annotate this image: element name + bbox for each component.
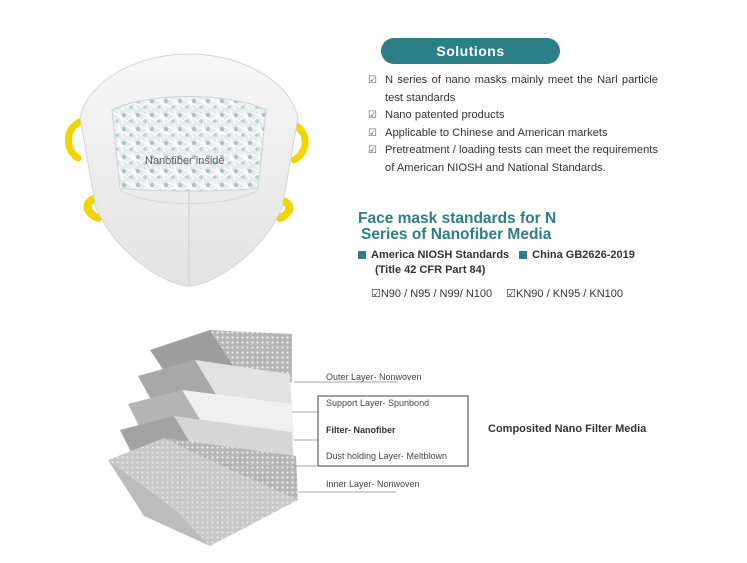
check-icon: ☑ — [368, 75, 377, 86]
standards-title — [358, 211, 618, 243]
check-icon: ☑ — [368, 145, 377, 156]
solution-text: N series of nano masks mainly meet the Narl particle test standards — [385, 74, 658, 104]
solutions-list — [368, 72, 658, 177]
filter-layer-label: Filter- Nanofiber — [326, 425, 396, 435]
square-bullet-icon — [358, 251, 366, 259]
layers-illustration — [100, 320, 500, 552]
composited-media-label: Composited Nano Filter Media — [488, 423, 647, 435]
cn-standard-values: ☑KN90 / KN95 / KN100 — [506, 288, 624, 300]
standards-headers — [358, 249, 635, 276]
mask-print-text: Nanofiber inside — [145, 155, 225, 167]
inner-layer-label: Inner Layer- Nonwoven — [326, 479, 420, 489]
cn-standard-label: China GB2626-2019 — [532, 249, 635, 261]
mask-illustration — [58, 40, 320, 302]
solution-item — [368, 142, 658, 177]
solutions-title: Solutions — [436, 43, 505, 59]
inner-layer-sheet — [108, 438, 298, 546]
solutions-heading — [381, 38, 560, 64]
solution-text: Applicable to Chinese and American markets — [385, 126, 608, 139]
nanofiber-window — [112, 97, 266, 192]
square-bullet-icon — [519, 251, 527, 259]
us-standard-label: America NIOSH Standards — [371, 249, 510, 261]
us-standard-values: ☑N90 / N95 / N99/ N100 — [371, 288, 493, 300]
check-icon: ☑ — [368, 127, 377, 139]
solution-item — [368, 125, 658, 143]
solution-text: Nano patented products — [385, 109, 505, 121]
us-standard-sub: (Title 42 CFR Part 84) — [375, 264, 486, 276]
standards-title-line1: Face mask standards for N — [358, 210, 557, 227]
support-layer-label: Support Layer- Spunbond — [326, 398, 430, 408]
dust-layer-label: Dust holding Layer- Meltblown — [326, 451, 448, 461]
standards-title-line2: Series of Nanofiber Media — [361, 226, 552, 243]
solution-text: Pretreatment / loading tests can meet the requirements of American NIOSH and National Standards. — [385, 144, 658, 174]
solution-item — [368, 107, 658, 125]
check-icon: ☑ — [368, 110, 377, 121]
outer-layer-label: Outer Layer- Nonwoven — [326, 372, 422, 382]
solution-item — [368, 72, 658, 107]
standards-values — [371, 287, 623, 300]
